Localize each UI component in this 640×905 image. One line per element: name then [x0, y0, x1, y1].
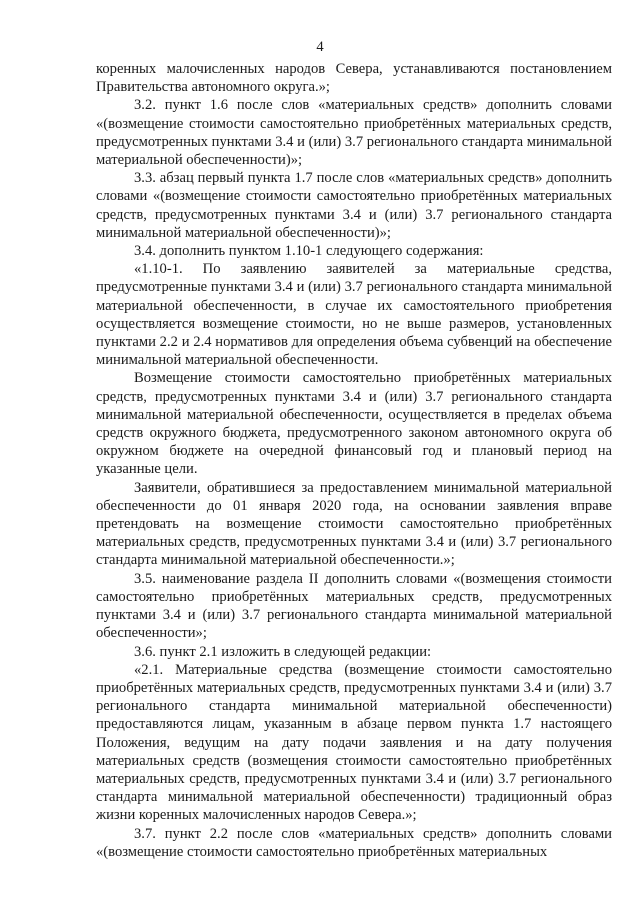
- page-number: 4: [316, 39, 324, 55]
- paragraph-3-2: 3.2. пункт 1.6 после слов «материальных средств» дополнить словами «(возмещение стоимости самостоятельно приобретённых материальных средств, предусмотренных пунктами 3.4 и (или) 3.7 регионального стандарта минимальной материальной обеспеченности)»;: [96, 97, 612, 169]
- paragraph-continuation: коренных малочисленных народов Севера, устанавливаются постановлением Правительства автономного округа.»;: [96, 61, 612, 96]
- paragraph-2-1: «2.1. Материальные средства (возмещение стоимости самостоятельно приобретённых материальных средств, предусмотренных пунктами 3.4 и (или) 3.7 регионального стандарта минимальной материальной обеспеченности) предоставляются лицам, указанным в абзаце первом пункта 1.7 настоящего Положения, ведущим на дату подачи заявления и на дату получения материальных средств (возмещения стоимости самостоятельно приобретённых материальных средств, предусмотренных пунктами 3.4 и (или) 3.7 регионального стандарта минимальной материальной обеспеченности) традиционный образ жизни коренных малочисленных народов Севера.»;: [96, 661, 612, 824]
- paragraph-1-10-1: «1.10-1. По заявлению заявителей за материальные средства, предусмотренные пунктами 3.4 и (или) 3.7 регионального стандарта минимальной материальной обеспеченности, в случае их самостоятельного приобретения осуществляется возмещение стоимости, но не выше размеров, установленных пунктами 2.2 и 2.4 нормативов для определения объема субвенций на обеспечение минимальной материальной обеспеченности.: [96, 261, 612, 369]
- paragraph-vozmeshchenie: Возмещение стоимости самостоятельно приобретённых материальных средств, предусмотренных пунктами 3.4 и (или) 3.7 регионального стандарта минимальной материальной обеспеченности, осуществляется в пределах объема средств окружного бюджета, предусмотренного законом автономного округа об окружном бюджете на очередной финансовый год и плановый период на указанные цели.: [96, 370, 612, 478]
- paragraph-3-7: 3.7. пункт 2.2 после слов «материальных средств» дополнить словами «(возмещение стоимости самостоятельно приобретённых материальных: [96, 825, 612, 860]
- paragraph-3-6: 3.6. пункт 2.1 изложить в следующей редакции:: [134, 643, 432, 660]
- paragraph-3-4: 3.4. дополнить пунктом 1.10-1 следующего содержания:: [134, 243, 484, 260]
- paragraph-3-5: 3.5. наименование раздела II дополнить словами «(возмещения стоимости самостоятельно приобретённых материальных средств, предусмотренных пунктами 3.4 и (или) 3.7 регионального стандарта минимальной материальной обеспеченности»;: [96, 570, 612, 642]
- paragraph-zayaviteli: Заявители, обратившиеся за предоставлением минимальной материальной обеспеченности до 01 января 2020 года, на основании заявления вправе претендовать на возмещение стоимости самостоятельно приобретённых материальных средств, предусмотренных пунктами 3.4 и (или) 3.7 регионального стандарта минимальной материальной обеспеченности.»;: [96, 479, 612, 569]
- document-body: [96, 60, 612, 861]
- paragraph-3-3: 3.3. абзац первый пункта 1.7 после слов «материальных средств» дополнить словами «(возмещение стоимости самостоятельно приобретённых материальных средств, предусмотренных пунктами 3.4 и (или) 3.7 регионального стандарта минимальной материальной обеспеченности)»;: [96, 170, 612, 241]
